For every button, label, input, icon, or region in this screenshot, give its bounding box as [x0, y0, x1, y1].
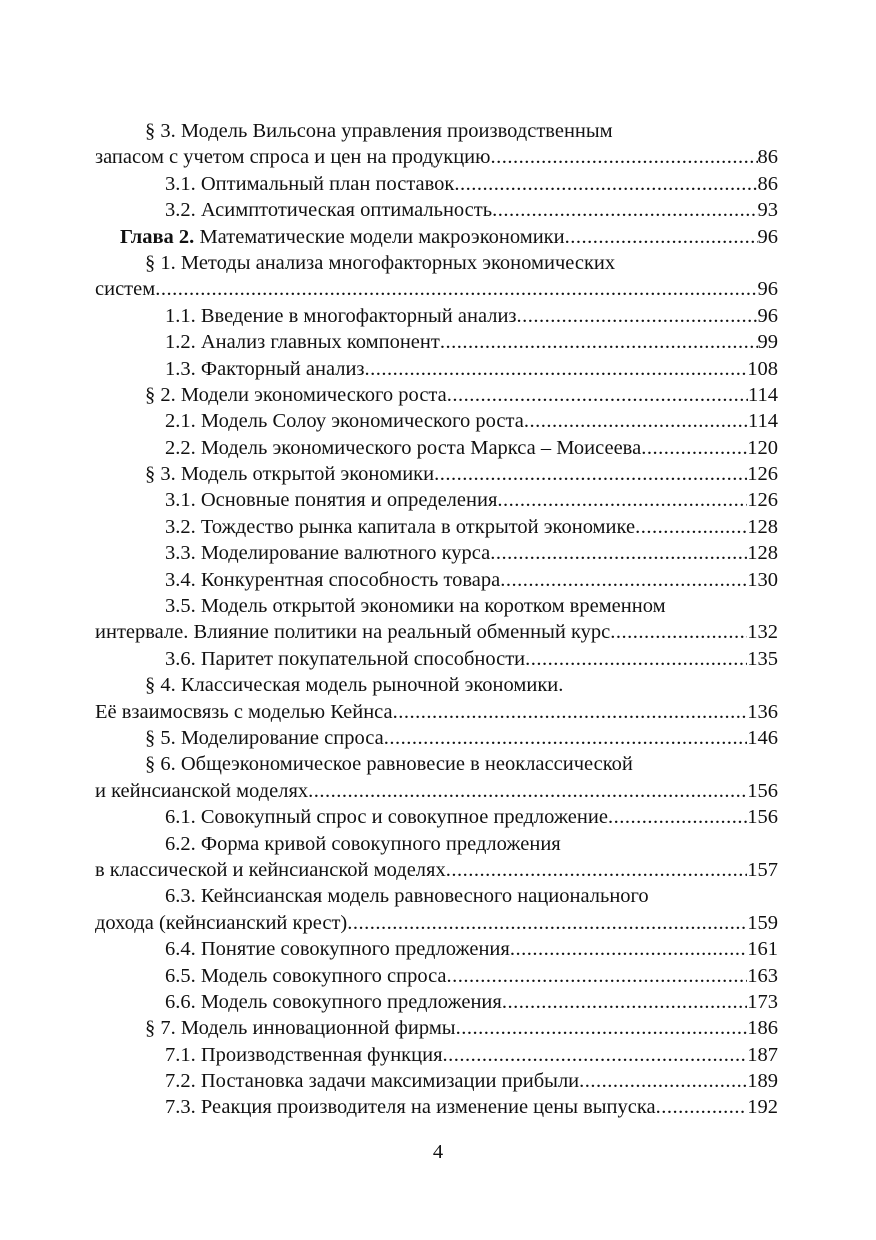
toc-page-number: 163 [747, 964, 778, 987]
toc-entry-title [120, 224, 565, 250]
dot-leader [308, 778, 747, 804]
toc-entry-lead-line [95, 250, 778, 276]
dot-leader [500, 567, 747, 593]
toc-entry-title: 1.3. Факторный анализ [165, 357, 365, 380]
toc-entry-title: § 2. Модели экономического роста [145, 383, 447, 406]
toc-page-number: 156 [747, 779, 778, 802]
toc-entry-title: 6.3. Кейнсианская модель равновесного национального [165, 885, 649, 908]
toc-entry[interactable] [95, 540, 778, 566]
toc-page-number: 99 [757, 331, 778, 354]
toc-page-number: 114 [748, 383, 778, 406]
toc-entry-title: § 7. Модель инновационной фирмы [145, 1017, 456, 1040]
toc-page-number: 186 [747, 1017, 778, 1040]
dot-leader [440, 329, 758, 355]
dot-leader [608, 804, 747, 830]
toc-entry[interactable] [95, 963, 778, 989]
dot-leader [656, 1094, 748, 1120]
chapter-title: Математические модели макроэкономики [194, 225, 565, 248]
toc-page-number: 96 [757, 304, 778, 327]
dot-leader [443, 1042, 748, 1068]
dot-leader [155, 276, 757, 302]
toc-entry[interactable] [95, 356, 778, 382]
toc-entry-title: 3.1. Основные понятия и определения [165, 489, 498, 512]
toc-entry[interactable] [95, 910, 778, 936]
toc-entry[interactable] [95, 725, 778, 751]
page-number: 4 [432, 1141, 444, 1163]
toc-entry[interactable] [95, 1042, 778, 1068]
toc-entry[interactable] [95, 989, 778, 1015]
toc-entry[interactable] [95, 1094, 778, 1120]
dot-leader [517, 303, 758, 329]
toc-page-number: 136 [747, 700, 778, 723]
toc-entry-title: § 5. Моделирование спроса [145, 726, 384, 749]
dot-leader [635, 514, 747, 540]
toc-entry[interactable] [95, 514, 778, 540]
toc-entry-title: 1.2. Анализ главных компонент [165, 331, 440, 354]
dot-leader [490, 540, 747, 566]
toc-entry-lead-line [95, 593, 778, 619]
toc-page-number: 126 [747, 463, 778, 486]
toc-entry-title: § 4. Классическая модель рыночной экономики. [145, 674, 564, 697]
toc-entry[interactable] [95, 461, 778, 487]
toc-page-number: 130 [747, 568, 778, 591]
toc-entry-title: 2.2. Модель экономического роста Маркса – Моисеева [165, 436, 642, 459]
toc-entry-title: § 6. Общеэкономическое равновесие в неоклассической [145, 753, 633, 776]
dot-leader [565, 224, 758, 250]
toc-entry-title: 3.4. Конкурентная способность товара [165, 568, 501, 591]
toc-entry-title: запасом с учетом спроса и цен на продукцию [95, 146, 491, 169]
toc-page-number: 173 [747, 990, 778, 1013]
toc-entry-title: систем [95, 278, 156, 301]
toc-entry[interactable] [95, 276, 778, 302]
dot-leader [525, 646, 747, 672]
toc-entry-title: 7.2. Постановка задачи максимизации прибыли [165, 1070, 580, 1093]
toc-entry[interactable] [95, 171, 778, 197]
toc-entry-title: 6.5. Модель совокупного спроса [165, 964, 447, 987]
toc-entry[interactable] [95, 487, 778, 513]
dot-leader [497, 487, 747, 513]
toc-entry[interactable] [95, 435, 778, 461]
toc-entry[interactable] [95, 329, 778, 355]
toc-page-number: 192 [747, 1096, 778, 1119]
toc-entry[interactable] [95, 699, 778, 725]
toc-entry-title: дохода (кейнсианский крест) [95, 911, 348, 934]
dot-leader [502, 989, 747, 1015]
toc-page-number: 135 [747, 647, 778, 670]
toc-entry[interactable] [95, 197, 778, 223]
toc-entry-title: 1.1. Введение в многофакторный анализ [165, 304, 517, 327]
toc-entry[interactable] [95, 646, 778, 672]
toc-entry[interactable] [95, 804, 778, 830]
toc-page-number: 156 [747, 806, 778, 829]
toc-entry-title: § 3. Модель Вильсона управления производственным [145, 120, 613, 142]
toc-entry[interactable] [95, 144, 778, 170]
dot-leader [447, 963, 748, 989]
toc-entry-title: в классической и кейнсианской моделях [95, 858, 446, 881]
toc-page-number: 132 [747, 621, 778, 644]
dot-leader [454, 171, 757, 197]
toc-entry-lead-line [95, 672, 778, 698]
toc-entry-title: 7.1. Производственная функция [165, 1043, 443, 1066]
toc-entry-title: § 1. Методы анализа многофакторных экономических [145, 251, 616, 274]
dot-leader [641, 435, 747, 461]
toc-entry-lead-line [95, 831, 778, 857]
dot-leader [384, 725, 748, 751]
toc-entry[interactable] [95, 778, 778, 804]
toc-entry-title: § 3. Модель открытой экономики [145, 463, 435, 486]
dot-leader [446, 857, 748, 883]
dot-leader [447, 382, 748, 408]
toc-entry-title: 2.1. Модель Солоу экономического роста [165, 410, 524, 433]
chapter-label: Глава 2. [120, 225, 195, 248]
dot-leader [492, 197, 757, 223]
toc-page-number: 159 [747, 911, 778, 934]
dot-leader [365, 356, 748, 382]
toc-entry-lead-line [95, 751, 778, 777]
toc-entry-title: 3.5. Модель открытой экономики на коротком временном [165, 595, 666, 618]
toc-page-number: 146 [747, 726, 778, 749]
toc-entry[interactable] [95, 619, 778, 645]
toc-entry[interactable] [95, 382, 778, 408]
toc-page-number: 96 [757, 278, 778, 301]
dot-leader [579, 1068, 747, 1094]
table-of-contents [95, 118, 778, 1121]
toc-entry-title: 7.3. Реакция производителя на изменение цены выпуска [165, 1096, 656, 1119]
dot-leader [434, 461, 747, 487]
dot-leader [490, 144, 757, 170]
toc-entry-title: Её взаимосвязь с моделью Кейнса [95, 700, 393, 723]
toc-page-number: 189 [747, 1070, 778, 1093]
toc-entry-title: 3.6. Паритет покупательной способности [165, 647, 526, 670]
toc-entry[interactable] [95, 303, 778, 329]
toc-entry-title: 6.2. Форма кривой совокупного предложения [165, 832, 561, 855]
dot-leader [347, 910, 747, 936]
toc-page-number: 187 [747, 1043, 778, 1066]
toc-entry[interactable] [95, 936, 778, 962]
dot-leader [610, 619, 747, 645]
toc-page-number: 93 [757, 199, 778, 222]
toc-page-number: 157 [747, 858, 778, 881]
dot-leader [456, 1015, 748, 1041]
toc-page-number: 161 [747, 938, 778, 961]
toc-entry[interactable] [95, 1068, 778, 1094]
toc-page-number: 86 [757, 172, 778, 195]
toc-entry[interactable] [95, 408, 778, 434]
toc-entry[interactable] [95, 1015, 778, 1041]
dot-leader [510, 936, 747, 962]
dot-leader [393, 699, 748, 725]
toc-page-number: 126 [747, 489, 778, 512]
toc-entry-title: 3.1. Оптимальный план поставок [165, 172, 455, 195]
toc-entry-title: 6.4. Понятие совокупного предложения [165, 938, 510, 961]
toc-entry-title: и кейнсианской моделях [95, 779, 309, 802]
toc-entry-title: 6.1. Совокупный спрос и совокупное предложение [165, 806, 608, 829]
toc-page-number: 128 [747, 515, 778, 538]
toc-entry-title: 3.2. Асимптотическая оптимальность [165, 199, 493, 222]
toc-page-number: 128 [747, 542, 778, 565]
toc-entry-title: интервале. Влияние политики на реальный обменный курс [95, 621, 611, 644]
toc-page-number: 120 [747, 436, 778, 459]
toc-entry-title: 3.2. Тождество рынка капитала в открытой экономике [165, 515, 636, 538]
toc-page-number: 114 [748, 410, 778, 433]
toc-entry[interactable] [95, 567, 778, 593]
toc-entry-title: 3.3. Моделирование валютного курса [165, 542, 491, 565]
toc-entry-lead-line [95, 118, 778, 144]
toc-entry[interactable] [95, 224, 778, 250]
toc-entry-title: 6.6. Модель совокупного предложения [165, 990, 502, 1013]
toc-page-number: 108 [747, 357, 778, 380]
toc-page-number: 96 [757, 225, 778, 248]
toc-entry[interactable] [95, 857, 778, 883]
toc-entry-lead-line [95, 883, 778, 909]
dot-leader [524, 408, 748, 434]
toc-page-number: 86 [757, 146, 778, 169]
